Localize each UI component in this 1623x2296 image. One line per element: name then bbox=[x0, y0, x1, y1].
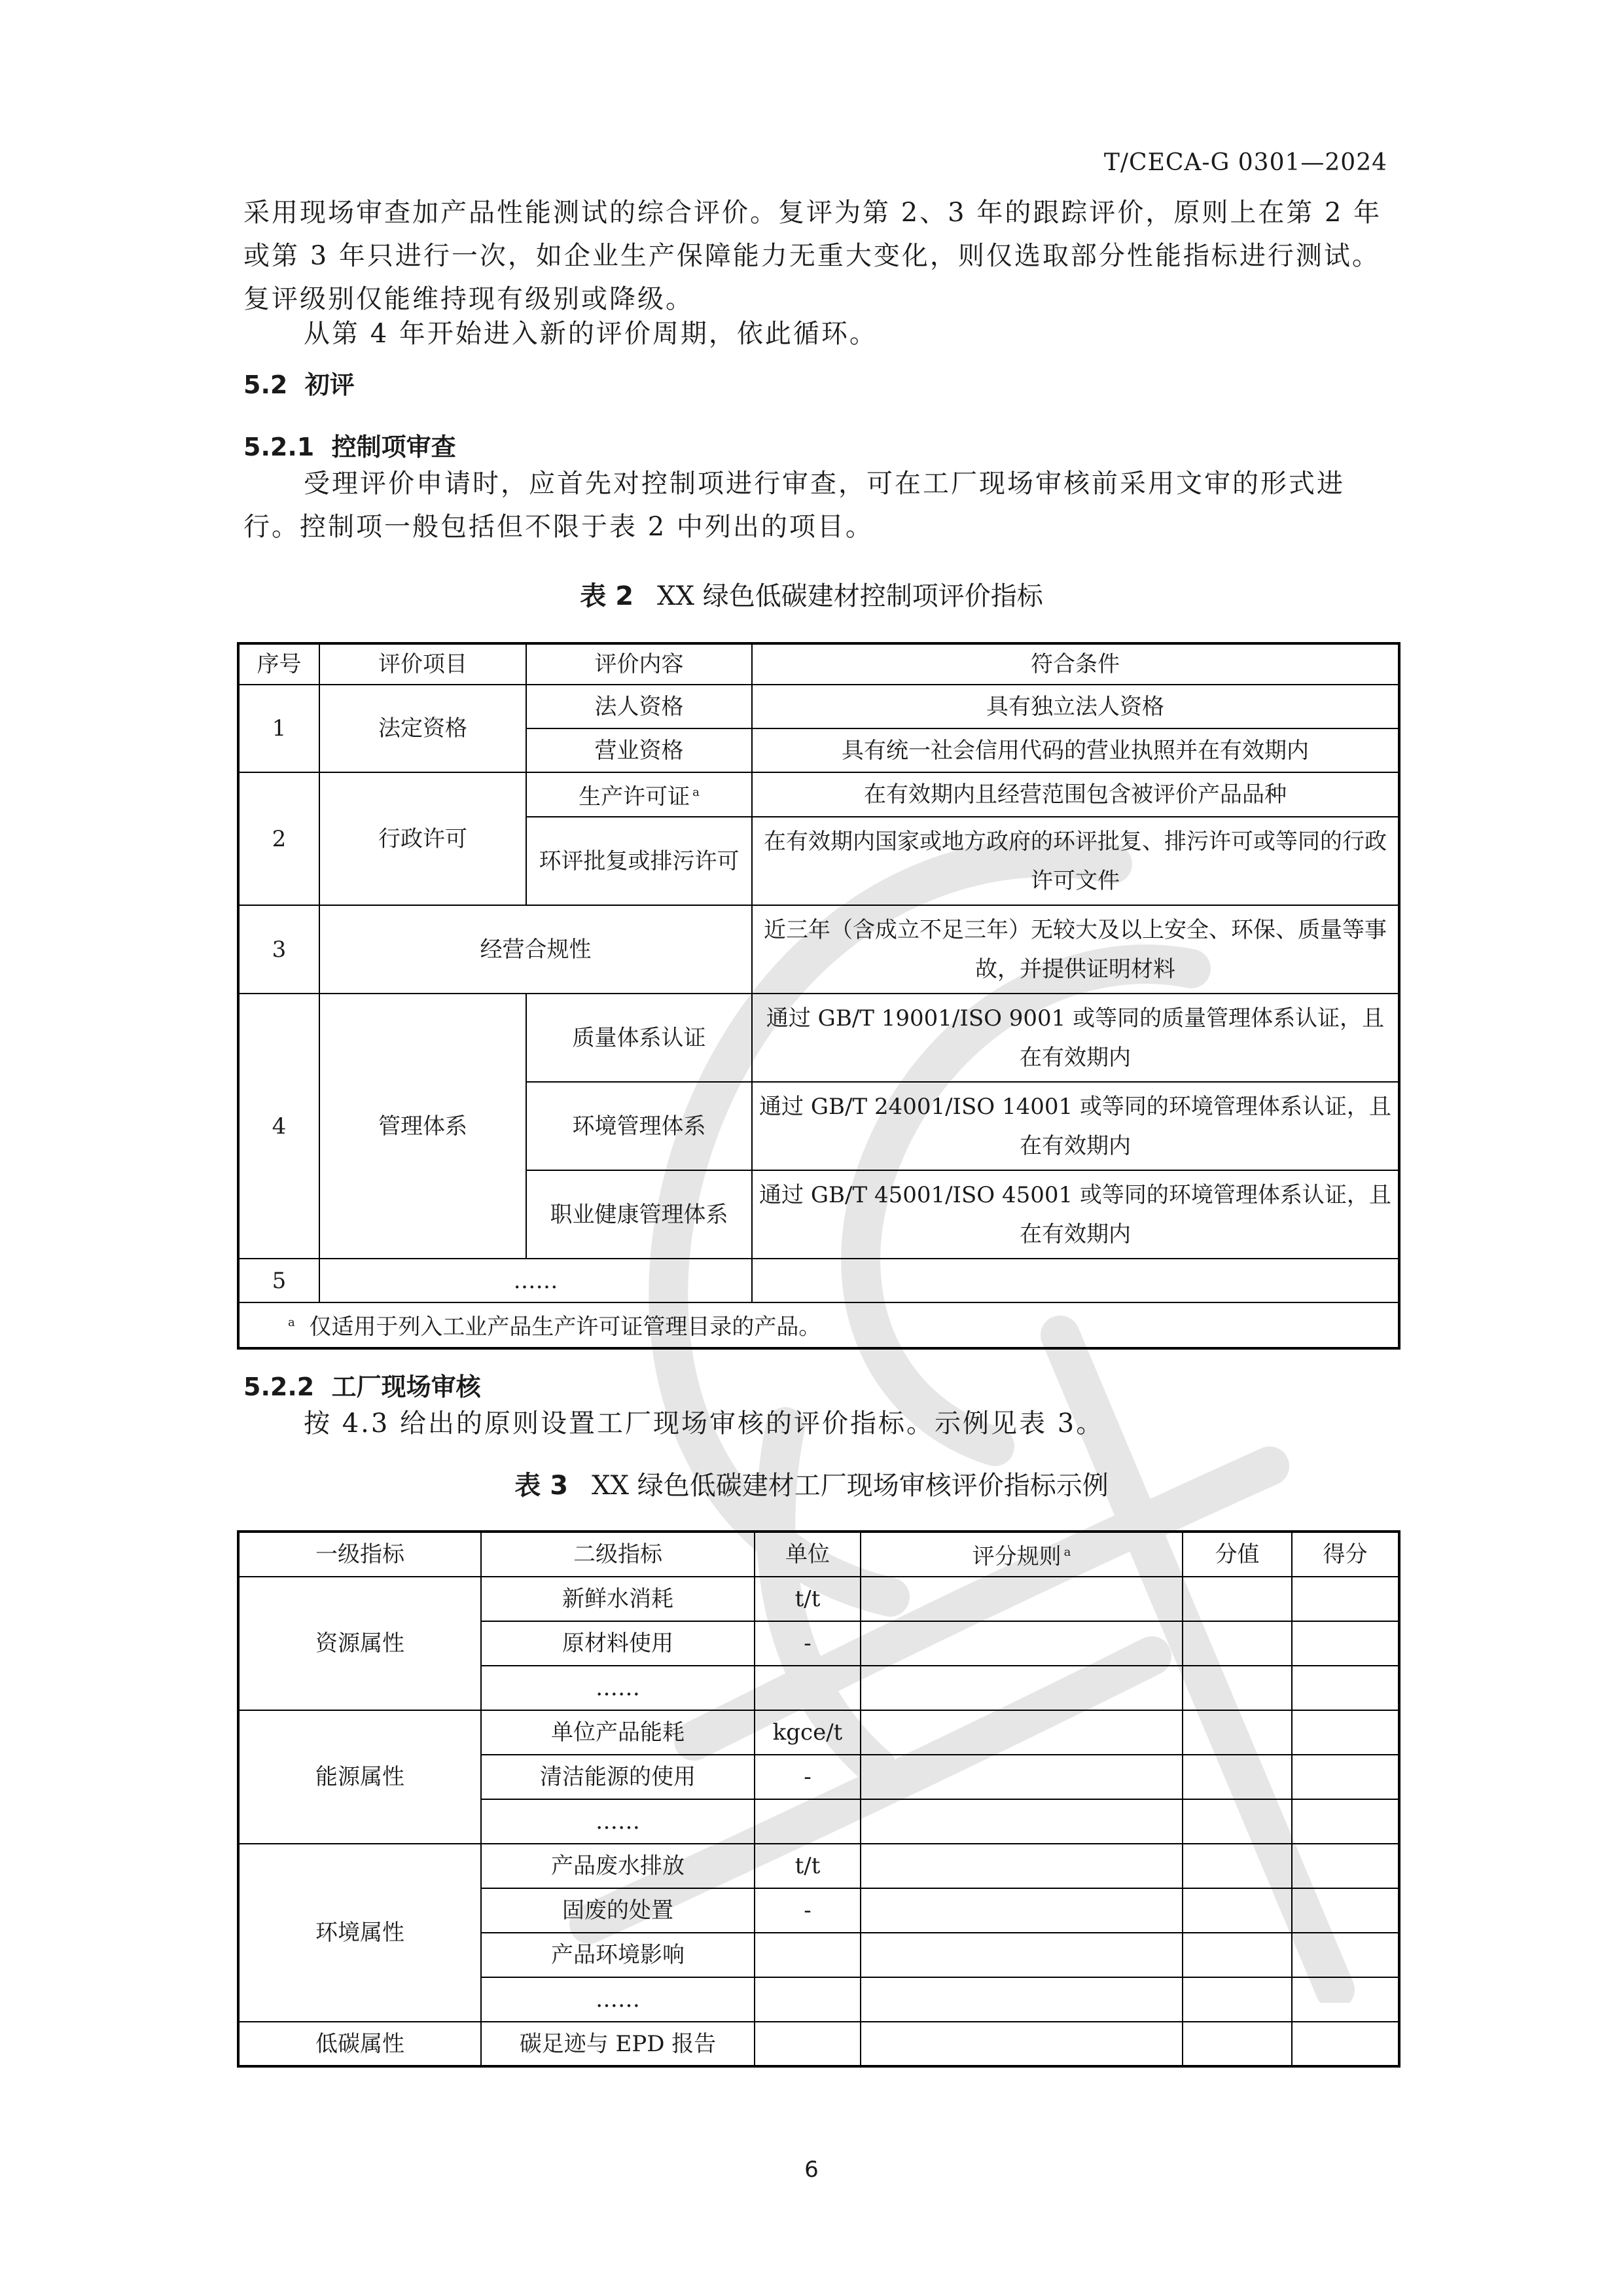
table3-caption bbox=[0, 1465, 1623, 1502]
table-row bbox=[238, 905, 1399, 994]
scoring-rule-cell bbox=[861, 1666, 1183, 1710]
table-row bbox=[238, 685, 1399, 728]
evaluation-content: 环评批复或排污许可 bbox=[526, 817, 752, 905]
score-cell bbox=[1183, 2022, 1292, 2066]
evaluation-item: …… bbox=[319, 1259, 752, 1302]
footnote-marker: a bbox=[692, 785, 700, 799]
site-audit-paragraph: 按 4.3 给出的原则设置工厂现场审核的评价指标。示例见表 3。 bbox=[304, 1408, 1105, 1439]
result-cell bbox=[1292, 1799, 1399, 1844]
row-number: 1 bbox=[238, 685, 319, 772]
result-cell bbox=[1292, 1933, 1399, 1977]
evaluation-content: 法人资格 bbox=[526, 685, 752, 728]
secondary-indicator: 原材料使用 bbox=[481, 1621, 755, 1666]
score-cell bbox=[1183, 1977, 1292, 2022]
page-number: 6 bbox=[804, 2157, 819, 2183]
score-cell bbox=[1183, 1577, 1292, 1621]
unit-cell bbox=[755, 1799, 861, 1844]
compliance-condition: 近三年（含成立不足三年）无较大及以上安全、环保、质量等事故，并提供证明材料 bbox=[752, 905, 1399, 994]
table-header-cell: 分值 bbox=[1183, 1532, 1292, 1577]
section-number: 5.2 bbox=[243, 370, 288, 399]
table-header-cell: 单位 bbox=[755, 1532, 861, 1577]
compliance-condition: 在有效期内且经营范围包含被评价产品品种 bbox=[752, 772, 1399, 817]
secondary-indicator: 产品环境影响 bbox=[481, 1933, 755, 1977]
unit-cell bbox=[755, 1666, 861, 1710]
scoring-rule-cell bbox=[861, 1710, 1183, 1755]
evaluation-content: 环境管理体系 bbox=[526, 1082, 752, 1170]
score-cell bbox=[1183, 1799, 1292, 1844]
table-header-cell: 二级指标 bbox=[481, 1532, 755, 1577]
secondary-indicator: …… bbox=[481, 1666, 755, 1710]
table-header-row bbox=[238, 1532, 1399, 1577]
table-row bbox=[238, 1259, 1399, 1302]
table-row bbox=[238, 1577, 1399, 1621]
footnote-marker: a bbox=[1063, 1545, 1071, 1559]
control-items-paragraph: 受理评价申请时，应首先对控制项进行审查，可在工厂现场审核前采用文审的形式进行。控制项一般包括但不限于表 2 中列出的项目。 bbox=[243, 469, 1345, 542]
evaluation-content: 质量体系认证 bbox=[526, 994, 752, 1082]
footnote-marker: a bbox=[288, 1316, 295, 1330]
scoring-rule-cell bbox=[861, 1933, 1183, 1977]
secondary-indicator: …… bbox=[481, 1799, 755, 1844]
result-cell bbox=[1292, 1755, 1399, 1799]
table-header-cell bbox=[861, 1532, 1183, 1577]
table-row bbox=[238, 772, 1399, 817]
table-row bbox=[238, 1710, 1399, 1755]
score-cell bbox=[1183, 1844, 1292, 1888]
compliance-condition: 通过 GB/T 19001/ISO 9001 或等同的质量管理体系认证，且在有效期内 bbox=[752, 994, 1399, 1082]
score-cell bbox=[1183, 1666, 1292, 1710]
header-text: 评分规则 bbox=[972, 1543, 1061, 1570]
secondary-indicator: 产品废水排放 bbox=[481, 1844, 755, 1888]
table3-caption-number: 表 3 bbox=[514, 1471, 569, 1501]
compliance-condition: 具有统一社会信用代码的营业执照并在有效期内 bbox=[752, 728, 1399, 772]
standard-code: T/CECA-G 0301—2024 bbox=[1103, 149, 1387, 176]
cycle-paragraph: 从第 4 年开始进入新的评价周期，依此循环。 bbox=[304, 319, 878, 349]
result-cell bbox=[1292, 1844, 1399, 1888]
secondary-indicator: 固废的处置 bbox=[481, 1888, 755, 1933]
table-header-cell: 序号 bbox=[238, 643, 319, 685]
footnote-text: 仅适用于列入工业产品生产许可证管理目录的产品。 bbox=[309, 1314, 821, 1340]
table-footnote bbox=[238, 1302, 1399, 1348]
result-cell bbox=[1292, 1888, 1399, 1933]
secondary-indicator: 清洁能源的使用 bbox=[481, 1755, 755, 1799]
table2-caption bbox=[0, 575, 1623, 613]
scoring-rule-cell bbox=[861, 1799, 1183, 1844]
scoring-rule-cell bbox=[861, 1755, 1183, 1799]
score-cell bbox=[1183, 1621, 1292, 1666]
content-text: 生产许可证 bbox=[579, 783, 690, 810]
section-heading-5-2-1 bbox=[243, 427, 456, 463]
unit-cell: kgce/t bbox=[755, 1710, 861, 1755]
table-footnote-row bbox=[238, 1302, 1399, 1348]
compliance-condition: 通过 GB/T 24001/ISO 14001 或等同的环境管理体系认证，且在有效期内 bbox=[752, 1082, 1399, 1170]
compliance-condition: 在有效期内国家或地方政府的环评批复、排污许可或等同的行政许可文件 bbox=[752, 817, 1399, 905]
result-cell bbox=[1292, 1710, 1399, 1755]
section-heading-5-2 bbox=[243, 365, 355, 401]
section-title: 初评 bbox=[304, 370, 355, 399]
unit-cell bbox=[755, 1977, 861, 2022]
scoring-rule-cell bbox=[861, 1844, 1183, 1888]
primary-indicator: 能源属性 bbox=[238, 1710, 481, 1844]
table-row bbox=[238, 2022, 1399, 2066]
table-row bbox=[238, 994, 1399, 1082]
section-number: 5.2.1 bbox=[243, 433, 315, 461]
score-cell bbox=[1183, 1710, 1292, 1755]
row-number: 5 bbox=[238, 1259, 319, 1302]
unit-cell: - bbox=[755, 1755, 861, 1799]
section-title: 控制项审查 bbox=[331, 433, 456, 461]
result-cell bbox=[1292, 1621, 1399, 1666]
scoring-rule-cell bbox=[861, 1888, 1183, 1933]
section-title: 工厂现场审核 bbox=[331, 1372, 481, 1401]
table-header-cell: 一级指标 bbox=[238, 1532, 481, 1577]
result-cell bbox=[1292, 1666, 1399, 1710]
score-cell bbox=[1183, 1933, 1292, 1977]
table-header-row bbox=[238, 643, 1399, 685]
secondary-indicator: …… bbox=[481, 1977, 755, 2022]
control-items-table bbox=[237, 642, 1400, 1350]
evaluation-item: 经营合规性 bbox=[319, 905, 752, 994]
section-heading-5-2-2 bbox=[243, 1367, 481, 1403]
unit-cell: - bbox=[755, 1888, 861, 1933]
table2-caption-number: 表 2 bbox=[580, 581, 634, 611]
unit-cell: t/t bbox=[755, 1577, 861, 1621]
evaluation-content: 营业资格 bbox=[526, 728, 752, 772]
primary-indicator: 环境属性 bbox=[238, 1844, 481, 2022]
primary-indicator: 低碳属性 bbox=[238, 2022, 481, 2066]
table-header-cell: 评价项目 bbox=[319, 643, 526, 685]
score-cell bbox=[1183, 1755, 1292, 1799]
row-number: 4 bbox=[238, 994, 319, 1259]
unit-cell bbox=[755, 2022, 861, 2066]
secondary-indicator: 碳足迹与 EPD 报告 bbox=[481, 2022, 755, 2066]
unit-cell: - bbox=[755, 1621, 861, 1666]
result-cell bbox=[1292, 1577, 1399, 1621]
evaluation-content: 职业健康管理体系 bbox=[526, 1170, 752, 1259]
result-cell bbox=[1292, 2022, 1399, 2066]
scoring-rule-cell bbox=[861, 1977, 1183, 2022]
evaluation-content bbox=[526, 772, 752, 817]
result-cell bbox=[1292, 1977, 1399, 2022]
row-number: 2 bbox=[238, 772, 319, 905]
scoring-rule-cell bbox=[861, 1621, 1183, 1666]
evaluation-item: 行政许可 bbox=[319, 772, 526, 905]
table2-caption-title: XX 绿色低碳建材控制项评价指标 bbox=[657, 581, 1043, 611]
compliance-condition bbox=[752, 1259, 1399, 1302]
evaluation-item: 管理体系 bbox=[319, 994, 526, 1259]
site-audit-table bbox=[237, 1530, 1400, 2068]
section-number: 5.2.2 bbox=[243, 1372, 315, 1401]
compliance-condition: 通过 GB/T 45001/ISO 45001 或等同的环境管理体系认证，且在有效期内 bbox=[752, 1170, 1399, 1259]
table3-caption-title: XX 绿色低碳建材工厂现场审核评价指标示例 bbox=[592, 1471, 1109, 1501]
table-header-cell: 符合条件 bbox=[752, 643, 1399, 685]
secondary-indicator: 新鲜水消耗 bbox=[481, 1577, 755, 1621]
unit-cell: t/t bbox=[755, 1844, 861, 1888]
unit-cell bbox=[755, 1933, 861, 1977]
primary-indicator: 资源属性 bbox=[238, 1577, 481, 1710]
table-header-cell: 评价内容 bbox=[526, 643, 752, 685]
scoring-rule-cell bbox=[861, 1577, 1183, 1621]
compliance-condition: 具有独立法人资格 bbox=[752, 685, 1399, 728]
evaluation-item: 法定资格 bbox=[319, 685, 526, 772]
scoring-rule-cell bbox=[861, 2022, 1183, 2066]
score-cell bbox=[1183, 1888, 1292, 1933]
table-row bbox=[238, 1844, 1399, 1888]
secondary-indicator: 单位产品能耗 bbox=[481, 1710, 755, 1755]
row-number: 3 bbox=[238, 905, 319, 994]
table-header-cell: 得分 bbox=[1292, 1532, 1399, 1577]
intro-paragraph: 采用现场审查加产品性能测试的综合评价。复评为第 2、3 年的跟踪评价，原则上在第 2 年或第 3 年只进行一次，如企业生产保障能力无重大变化，则仅选取部分性能指标进行测试。复评级别仅能维持现有级别或降级。 bbox=[243, 198, 1382, 314]
